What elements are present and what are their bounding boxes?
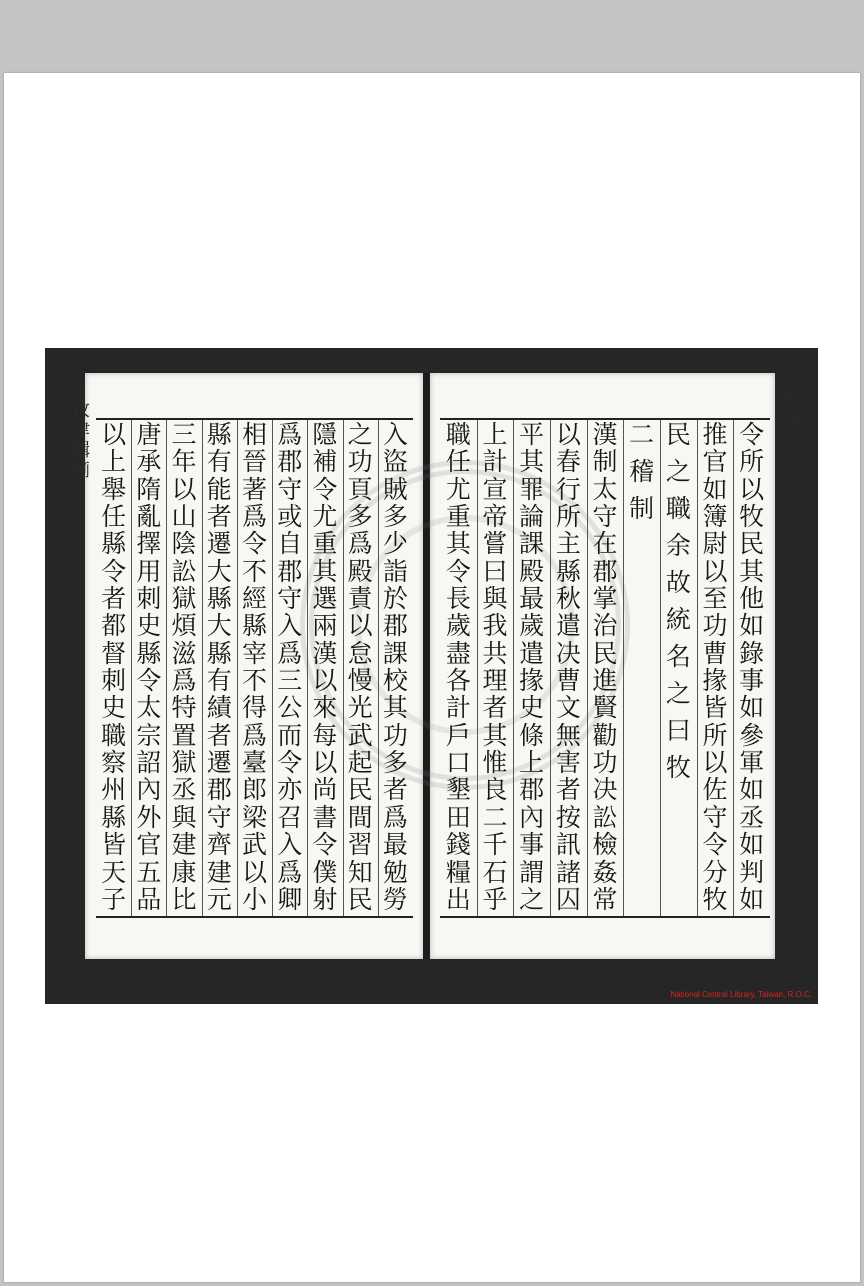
book-gutter [423,373,429,959]
right_page-column-2: 上 計 宣 帝 嘗 曰 與 我 共 理 者 其 惟 良 二 千 石 乎 [482,420,508,914]
column-rule [733,420,734,916]
left_page-column-6: 爲 郡 守 或 自 郡 守 入 爲 三 公 而 令 亦 召 入 爲 卿 [277,420,303,914]
left_page-column-8: 之 功 頁 多 爲 殿 責 以 怠 慢 光 武 起 民 間 習 知 民 [347,420,373,914]
left_page-column-3: 三 年 以 山 陰 訟 獄 煩 滋 爲 特 置 獄 丞 與 建 康 比 [171,420,197,914]
column-rule [550,420,551,916]
right_page-column-5: 漢 制 太 守 在 郡 掌 治 民 進 賢 勸 功 决 訟 檢 姦 常 [592,420,618,914]
column-rule [660,420,661,916]
left-margin-title: 牧津輯䉧 [69,400,90,480]
column-rule [587,420,588,916]
left-page-text [96,418,413,918]
right-page-text [440,418,770,918]
column-rule [237,420,238,916]
right_page-column-3: 平 其 罪 論 課 殿 最 歲 遣 掾 史 條 上 郡 內 事 謂 之 [519,420,545,914]
left_page-column-1: 以 上 舉 任 縣 令 者 都 督 刺 史 職 察 州 縣 皆 天 子 [101,420,127,914]
right_page-column-6: 二 稽 制 [629,420,655,523]
column-rule [307,420,308,916]
viewer-toolbar-area [0,0,864,70]
column-rule [697,420,698,916]
left_page-column-9: 入 盜 賊 多 少 詣 於 郡 課 校 其 功 多 者 爲 最 勉 勞 [382,420,408,914]
left_page-column-5: 相 晉 著 爲 令 不 經 縣 宰 不 得 爲 臺 郎 梁 武 以 小 [241,420,267,914]
library-credit: National Central Library, Taiwan, R.O.C. [670,990,812,999]
right_page-column-1: 職 任 尤 重 其 令 長 歲 盡 各 計 戶 口 墾 田 錢 糧 出 [445,420,471,914]
right_page-column-7: 民 之 職 余 故 統 名 之 曰 牧 [665,420,691,782]
right-margin-title: 牧津 [779,392,800,432]
right_page-column-9: 令 所 以 牧 民 其 他 如 錄 事 如 參 軍 如 丞 如 判 如 [739,420,765,914]
left_page-column-2: 唐 承 隋 亂 擇 用 刺 史 縣 令 太 宗 詔 內 外 官 五 品 [136,420,162,914]
folio-number: 三十 [779,780,800,820]
left_page-column-7: 隱 補 令 尤 重 其 選 兩 漢 以 來 每 以 尚 書 令 僕 射 [312,420,338,914]
right_page-column-4: 以 春 行 所 主 縣 秋 遣 决 曹 文 無 害 者 按 訊 諸 囚 [555,420,581,914]
column-rule [131,420,132,916]
column-rule [477,420,478,916]
column-rule [166,420,167,916]
column-rule [202,420,203,916]
column-rule [378,420,379,916]
right_page-column-8: 推 官 如 簿 尉 以 至 功 曹 掾 皆 所 以 佐 守 令 分 牧 [702,420,728,914]
column-rule [513,420,514,916]
left_page-column-4: 縣 有 能 者 遷 大 縣 大 縣 有 績 者 遷 郡 守 齊 建 元 [206,420,232,914]
column-rule [623,420,624,916]
column-rule [272,420,273,916]
column-rule [343,420,344,916]
